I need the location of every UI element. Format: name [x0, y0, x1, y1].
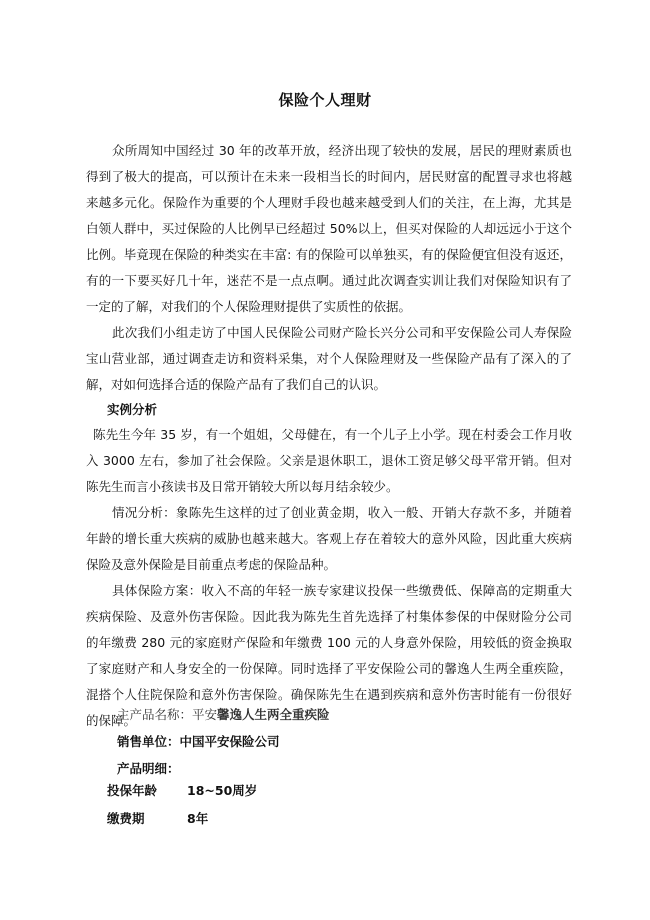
detail-value: 18~50周岁 — [187, 783, 258, 798]
product-name-line — [117, 702, 330, 728]
seller-value: 中国平安保险公司 — [179, 734, 280, 749]
detail-value: 8年 — [187, 811, 209, 826]
detail-key: 缴费期 — [107, 811, 145, 826]
seller-line — [117, 729, 280, 755]
intro-paragraph-2: 此次我们小组走访了中国人民保险公司财产险长兴分公司和平安保险公司人寿保险宝山营业部，通过调查走访和资料采集，对个人保险理财及一些保险产品有了深入的了解，对如何选择合适的保险产品有了我们自己的认识。 — [86, 325, 572, 392]
case-heading: 实例分析 — [107, 402, 158, 417]
case-paragraph-1: 陈先生今年 35 岁，有一个姐姐，父母健在，有一个儿子上小学。现在村委会工作月收入 3000 左右，参加了社会保险。父亲是退休职工，退休工资足够父母平常开销。但对陈先生而言小孩读书及日常开销较大所以每月结余较少。 — [86, 427, 572, 494]
case-paragraph-plan: 具体保险方案：收入不高的年轻一族专家建议投保一些缴费低、保障高的定期重大疾病保险、及意外伤害保险。因此我为陈先生首先选择了村集体参保的中保财险分公司的年缴费 280 元的家庭财产保险和年缴费 100 元的人身意外保险，用较低的资金换取了家庭财产和人身安全的一份保障。同时选择了平安保险公司的馨逸人生两全重疾险，混搭个人住院保险和意外伤害保险。确保陈先生在遇到疾病和意外伤害时能有一份很好的保障。 — [86, 583, 572, 728]
detail-label: 产品明细： — [117, 761, 180, 776]
detail-key: 投保年龄 — [107, 783, 158, 798]
product-name-label: 主产品名称： — [117, 707, 193, 722]
product-name-prefix: 平安 — [192, 707, 218, 722]
case-paragraph-analysis: 情况分析：象陈先生这样的过了创业黄金期，收入一般、开销大存款不多，并随着年龄的增长重大疾病的威胁也越来越大。客观上存在着较大的意外风险，因此重大疾病保险及意外保险是目前重点考虑的保险品种。 — [86, 505, 572, 572]
seller-label: 销售单位： — [117, 734, 180, 749]
document-title: 保险个人理财 — [278, 91, 372, 109]
intro-paragraph-1: 众所周知中国经过 30 年的改革开放，经济出现了较快的发展，居民的理财素质也得到了极大的提高，可以预计在未来一段相当长的时间内，居民财富的配置寻求也将越来越多元化。保险作为重要的个人理财手段也越来越受到人们的关注，在上海，尤其是白领人群中，买过保险的人比例早已经超过 50%以上，但买对保险的人却远远小于这个比例。毕竟现在保险的种类实在丰富: 有的保险可以单独买，有的保险便宜但没有返还，有的一下要买好几十年，迷茫不是一点点啊。通过此次调查实训让我们对保险知识有了一定的了解，对我们的个人保险理财提供了实质性的依据。 — [86, 143, 572, 314]
product-name-value: 馨逸人生两全重疾险 — [217, 707, 330, 722]
